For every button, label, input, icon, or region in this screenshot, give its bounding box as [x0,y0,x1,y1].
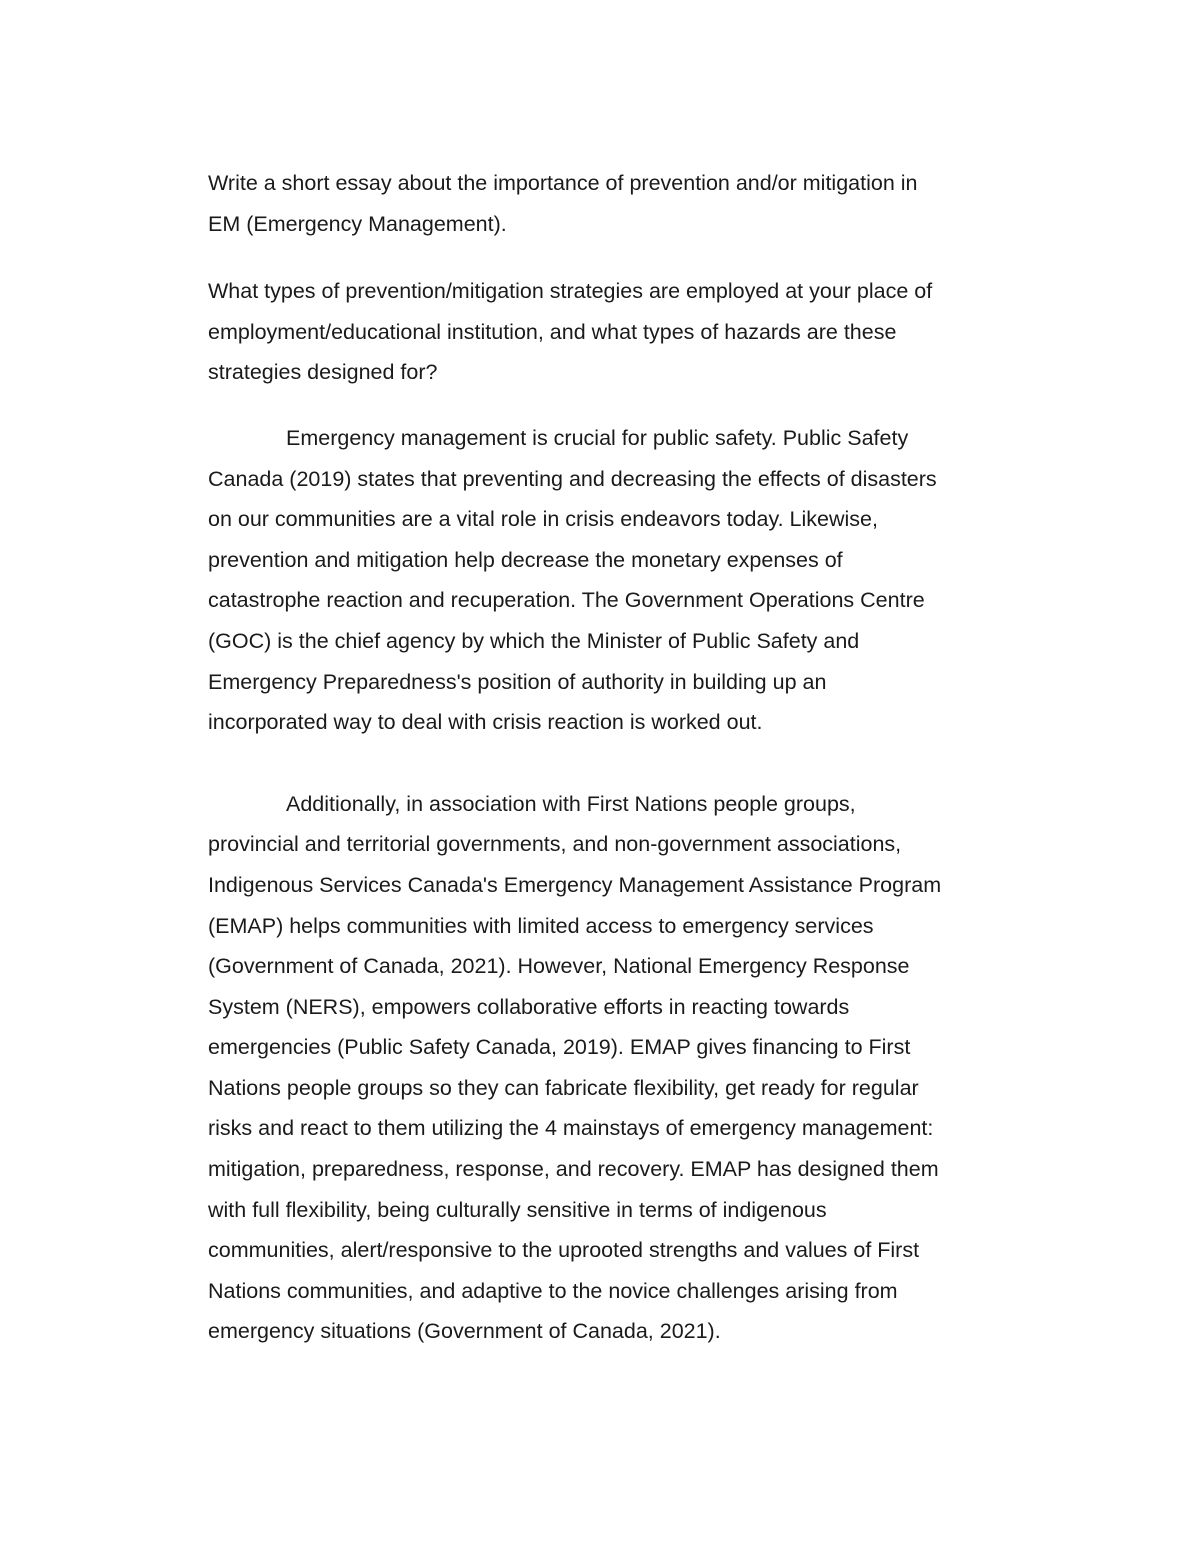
text-line: catastrophe reaction and recuperation. The Government Operations Centre [208,588,925,613]
text-line: Write a short essay about the importance of prevention and/or mitigation in [208,171,918,195]
document-body [208,163,1020,1352]
text-line: (EMAP) helps communities with limited access to emergency services [208,913,874,938]
prompt-paragraph-2 [208,271,1020,393]
text-line: EM (Emergency Management). [208,211,507,236]
text-line: Emergency management is crucial for public safety. Public Safety [286,425,909,450]
essay-paragraph-2 [208,784,1020,1352]
text-line: What types of prevention/mitigation strategies are employed at your place of [208,279,933,304]
text-line: Additionally, in association with First Nations people groups, [286,791,856,816]
prompt-paragraph-1 [208,163,1020,244]
paragraph-spacer [208,743,1020,784]
text-line: employment/educational institution, and what types of hazards are these [208,319,897,344]
text-line: strategies designed for? [208,360,438,385]
text-line: incorporated way to deal with crisis reaction is worked out. [208,710,763,735]
text-line: Nations communities, and adaptive to the novice challenges arising from [208,1278,898,1303]
text-line: Emergency Preparedness's position of authority in building up an [208,669,827,694]
text-line: (GOC) is the chief agency by which the Minister of Public Safety and [208,628,860,653]
text-line: emergency situations (Government of Canada, 2021). [208,1319,721,1344]
text-line: Nations people groups so they can fabricate flexibility, get ready for regular [208,1075,919,1100]
text-line: risks and react to them utilizing the 4 mainstays of emergency management: [208,1116,934,1141]
text-line: Indigenous Services Canada's Emergency Management Assistance Program [208,872,942,897]
text-line: mitigation, preparedness, response, and recovery. EMAP has designed them [208,1157,939,1182]
text-line: Canada (2019) states that preventing and decreasing the effects of disasters [208,466,937,491]
text-line: prevention and mitigation help decrease the monetary expenses of [208,547,843,572]
paragraph-spacer [208,244,1020,271]
essay-paragraph-1 [208,418,1020,743]
text-line: System (NERS), empowers collaborative efforts in reacting towards [208,994,850,1019]
text-line: emergencies (Public Safety Canada, 2019). EMAP gives financing to First [208,1035,911,1060]
text-line: provincial and territorial governments, and non-government associations, [208,832,902,857]
text-line: communities, alert/responsive to the uprooted strengths and values of First [208,1238,920,1263]
paragraph-spacer [208,393,1020,418]
text-line: with full flexibility, being culturally sensitive in terms of indigenous [208,1197,827,1222]
text-line: on our communities are a vital role in crisis endeavors today. Likewise, [208,507,878,532]
text-line: (Government of Canada, 2021). However, National Emergency Response [208,954,910,979]
